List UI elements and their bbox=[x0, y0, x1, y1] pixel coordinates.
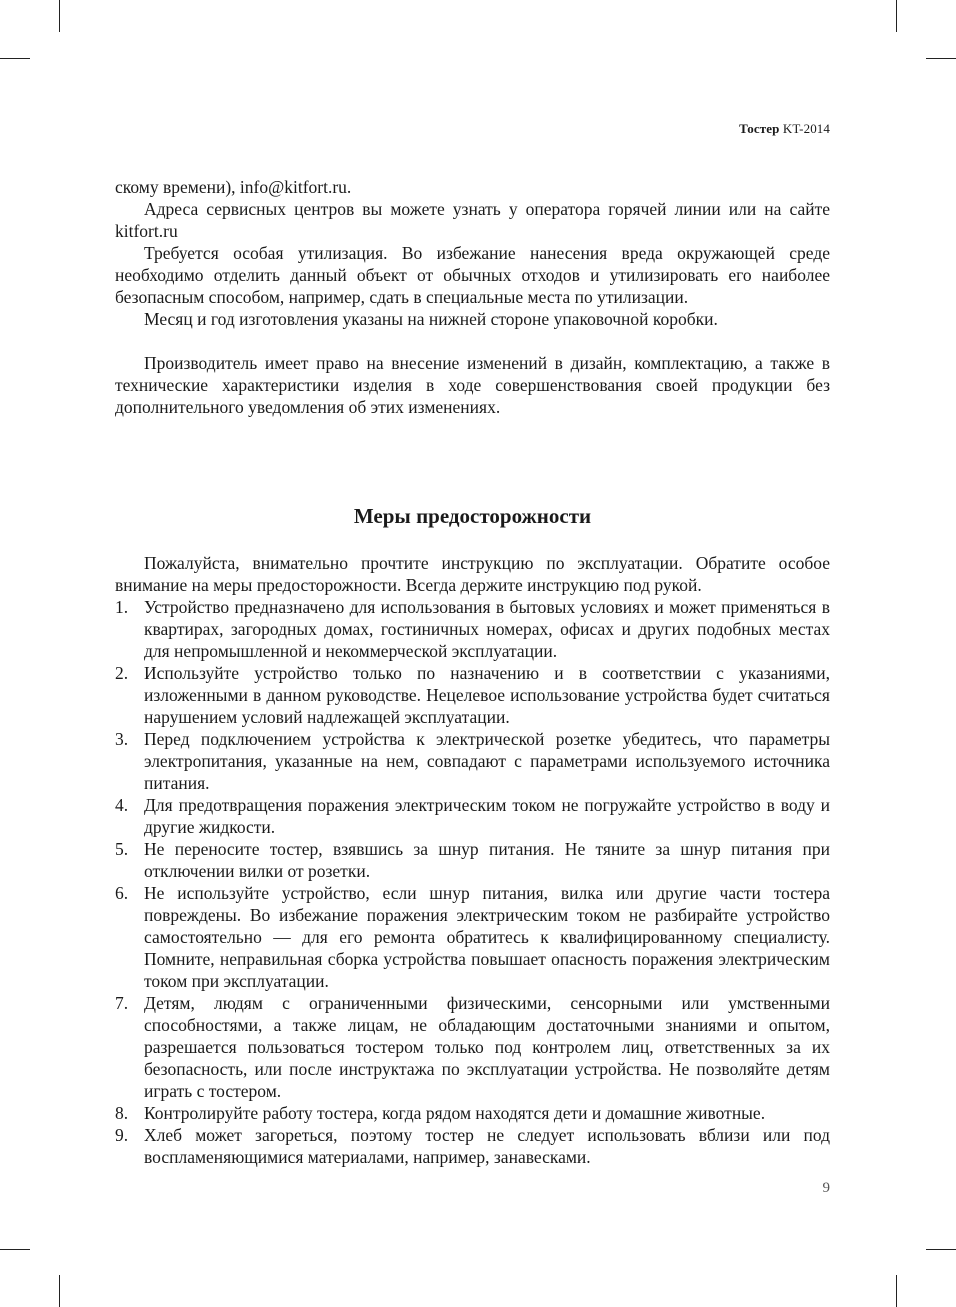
paragraph-gap bbox=[115, 330, 830, 352]
list-item-number: 1. bbox=[115, 597, 129, 617]
list-item-number: 3. bbox=[115, 729, 129, 749]
list-item-number: 5. bbox=[115, 839, 129, 859]
safety-list bbox=[115, 596, 830, 1168]
list-item-text: Контролируйте работу тостера, когда рядом находятся дети и домашние животные. bbox=[144, 1103, 766, 1123]
list-item-text: Для предотвращения поражения электрическим током не погружайте устройство в воду и другие жидкости. bbox=[144, 795, 830, 837]
page-number: 9 bbox=[822, 1180, 830, 1196]
list-item bbox=[115, 882, 830, 992]
list-item bbox=[115, 1102, 830, 1124]
list-item-number: 7. bbox=[115, 993, 129, 1013]
list-item-text: Перед подключением устройства к электрической розетке убедитесь, что параметры электропитания, указанные на нем, совпадают с параметрами используемого источника питания. bbox=[144, 729, 830, 793]
list-item-text: Детям, людям с ограниченными физическими, сенсорными или умственными способностями, а также лицам, не обладающим достаточными знаниями и опытом, разрешается пользоваться тостером только под контролем лиц, ответственных за их безопасность, или после инструктажа по эксплуатации устройства. Не позволяйте детям играть с тостером. bbox=[144, 993, 830, 1101]
header-model: KT-2014 bbox=[782, 121, 830, 136]
running-header bbox=[739, 121, 830, 137]
list-item-number: 4. bbox=[115, 795, 129, 815]
crop-mark-top-right bbox=[896, 0, 897, 32]
list-item-text: Используйте устройство только по назначению и в соответствии с указаниями, изложенными в данном руководстве. Нецелевое использование устройства будет считаться нарушением условий надлежащей эксплуатации. bbox=[144, 663, 830, 727]
intro-paragraph: Адреса сервисных центров вы можете узнать у оператора горячей линии или на сайте kitfort.ru bbox=[115, 199, 830, 241]
list-item-text: Хлеб может загореться, поэтому тостер не следует использовать вблизи или под воспламеняющимися материалами, например, занавесками. bbox=[144, 1125, 830, 1167]
list-item-number: 2. bbox=[115, 663, 129, 683]
list-item bbox=[115, 1124, 830, 1168]
crop-mark-top-left bbox=[59, 0, 60, 32]
intro-paragraph: Месяц и год изготовления указаны на нижней стороне упаковочной коробки. bbox=[144, 309, 718, 329]
crop-mark-bottom-right-h bbox=[926, 1249, 956, 1250]
list-item bbox=[115, 992, 830, 1102]
list-item bbox=[115, 838, 830, 882]
crop-mark-bottom-left-h bbox=[0, 1249, 30, 1250]
list-item bbox=[115, 728, 830, 794]
crop-mark-top-left-h bbox=[0, 58, 30, 59]
list-item bbox=[115, 596, 830, 662]
intro-text bbox=[115, 176, 830, 418]
crop-mark-bottom-right bbox=[896, 1275, 897, 1307]
section-title: Меры предосторожности bbox=[353, 504, 592, 528]
list-item-text: Не переносите тостер, взявшись за шнур питания. Не тяните за шнур питания при отключении вилки от розетки. bbox=[144, 839, 830, 881]
list-item bbox=[115, 662, 830, 728]
list-item-text: Устройство предназначено для использования в бытовых условиях и может применяться в квартирах, загородных домах, гостиничных номерах, офисах и других подобных местах для непромышленной и некоммерческой эксплуатации. bbox=[144, 597, 830, 661]
list-item bbox=[115, 794, 830, 838]
intro-paragraph: Требуется особая утилизация. Во избежание нанесения вреда окружающей среде необходимо отделить данный объект от обычных отходов и утилизировать его наиболее безопасным способом, например, сдать в специальные места по утилизации. bbox=[115, 243, 830, 307]
safety-section bbox=[115, 552, 830, 1168]
intro-paragraph: скому времени), info@kitfort.ru. bbox=[115, 177, 352, 197]
list-item-text: Не используйте устройство, если шнур питания, вилка или другие части тостера повреждены. Во избежание поражения электрическим током не разбирайте устройство самостоятельно — для его ремонта обратитесь к квалифицированному специалисту. Помните, неправильная сборка устройства повышает опасность поражения электрическим током при эксплуатации. bbox=[144, 883, 830, 991]
list-item-number: 6. bbox=[115, 883, 129, 903]
crop-mark-bottom-left bbox=[59, 1275, 60, 1307]
header-product: Тостер bbox=[739, 121, 780, 136]
section-lead: Пожалуйста, внимательно прочтите инструкцию по эксплуатации. Обратите особое внимание на меры предосторожности. Всегда держите инструкцию под рукой. bbox=[115, 553, 830, 595]
crop-mark-top-right-h bbox=[926, 58, 956, 59]
list-item-number: 9. bbox=[115, 1125, 129, 1145]
intro-paragraph: Производитель имеет право на внесение изменений в дизайн, комплектацию, а также в технические характеристики изделия в ходе совершенствования своей продукции без дополнительного уведомления об этих изменениях. bbox=[115, 353, 830, 417]
list-item-number: 8. bbox=[115, 1103, 129, 1123]
